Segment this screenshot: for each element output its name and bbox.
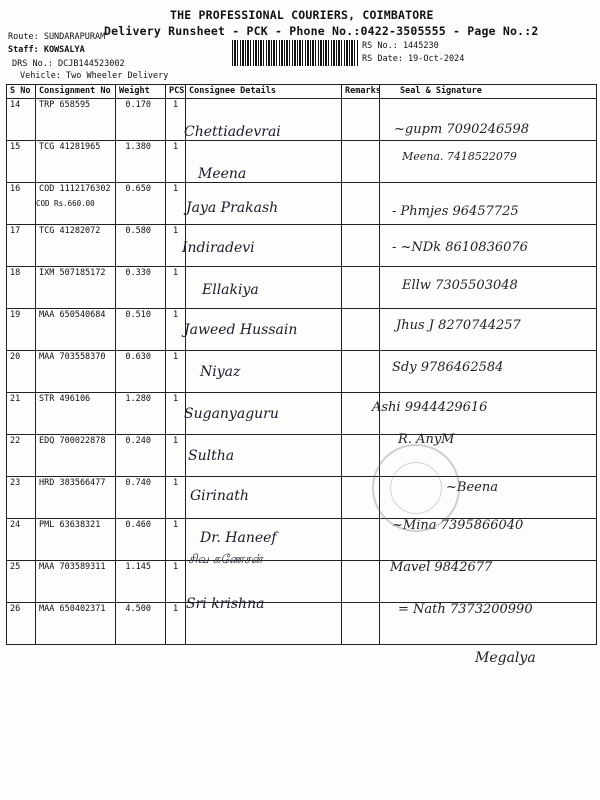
col-header-weight: Weight (116, 85, 166, 99)
col-header-remarks: Remarks (342, 85, 380, 99)
row-weight: 0.240 (116, 435, 166, 477)
rs-number: RS No.: 1445230 (362, 41, 439, 51)
row-weight: 0.460 (116, 519, 166, 561)
handwritten-signature: - ~NDk 8610836076 (392, 240, 528, 255)
row-sno: 20 (7, 351, 36, 393)
row-sno: 24 (7, 519, 36, 561)
table-row (7, 561, 597, 603)
row-sno: 17 (7, 225, 36, 267)
rs-date: RS Date: 19-Oct-2024 (362, 54, 465, 64)
handwritten-signature: Ellw 7305503048 (402, 278, 518, 293)
row-weight: 4.500 (116, 603, 166, 645)
handwritten-name: Indiradevi (182, 240, 255, 256)
row-weight: 1.280 (116, 393, 166, 435)
row-pcs: 1 (166, 435, 186, 477)
handwritten-signature: Mavel 9842677 (390, 560, 493, 575)
row-sno: 15 (7, 141, 36, 183)
row-pcs: 1 (166, 561, 186, 603)
row-remarks (342, 309, 380, 351)
row-sno: 19 (7, 309, 36, 351)
document-title: THE PROFESSIONAL COURIERS, COIMBATORE (170, 8, 434, 22)
vehicle-label: Vehicle: Two Wheeler Delivery (20, 71, 169, 81)
row-remarks (342, 519, 380, 561)
row-sno: 23 (7, 477, 36, 519)
row-consignment: STR 496106 (36, 393, 116, 435)
handwritten-name: Suganyaguru (184, 406, 279, 422)
handwritten-name: Jaweed Hussain (184, 322, 298, 338)
row-consignment-number: COD 1112176302 (39, 184, 111, 194)
row-consignment: HRD 383566477 (36, 477, 116, 519)
row-weight: 0.330 (116, 267, 166, 309)
row-pcs: 1 (166, 309, 186, 351)
row-pcs: 1 (166, 183, 186, 225)
handwritten-signature: = Nath 7373200990 (398, 602, 533, 617)
row-consignment: TRP 658595 (36, 99, 116, 141)
row-sno: 18 (7, 267, 36, 309)
row-pcs: 1 (166, 477, 186, 519)
seal-stamp-icon (372, 444, 460, 532)
handwritten-name: Jaya Prakash (186, 200, 279, 216)
handwritten-name: Dr. Haneef (200, 530, 277, 546)
row-pcs: 1 (166, 603, 186, 645)
col-header-seal: Seal & Signature (380, 85, 597, 99)
col-header-sno: S No (7, 85, 36, 99)
handwritten-name: Sri krishna (186, 596, 265, 612)
row-weight: 0.580 (116, 225, 166, 267)
row-weight: 0.170 (116, 99, 166, 141)
row-consignment: MAA 650540684 (36, 309, 116, 351)
row-remarks (342, 603, 380, 645)
barcode-icon (232, 40, 358, 66)
handwritten-name: Ellakiya (202, 282, 259, 298)
handwritten-signature: R. AnyM (398, 432, 455, 447)
row-pcs: 1 (166, 225, 186, 267)
row-consignment: TCG 41282072 (36, 225, 116, 267)
row-consignment: MAA 650402371 (36, 603, 116, 645)
row-pcs: 1 (166, 519, 186, 561)
row-sno: 22 (7, 435, 36, 477)
staff-signature: Megalya (475, 650, 536, 666)
row-sno: 14 (7, 99, 36, 141)
handwritten-name: Girinath (190, 488, 249, 504)
row-remarks (342, 351, 380, 393)
row-remarks (342, 267, 380, 309)
row-weight: 1.145 (116, 561, 166, 603)
table-row (7, 477, 597, 519)
drs-number: DRS No.: DCJB144523002 (12, 59, 125, 69)
row-sno: 16 (7, 183, 36, 225)
handwritten-signature: - Phmjes 96457725 (392, 204, 519, 219)
handwritten-signature: ~Beena (446, 480, 498, 495)
row-pcs: 1 (166, 351, 186, 393)
table-header-row (7, 85, 597, 99)
row-pcs: 1 (166, 393, 186, 435)
row-consignment (36, 183, 116, 225)
col-header-consignment: Consignment No (36, 85, 116, 99)
row-consignment: EDQ 700022878 (36, 435, 116, 477)
handwritten-signature: Sdy 9786462584 (392, 360, 504, 375)
handwritten-signature: Meena. 7418522079 (402, 150, 517, 163)
handwritten-name: Meena (198, 166, 247, 182)
document-subtitle: Delivery Runsheet - PCK - Phone No.:0422-3505555 - Page No.:2 (104, 24, 539, 38)
row-weight: 1.380 (116, 141, 166, 183)
table-row (7, 351, 597, 393)
table-row (7, 393, 597, 435)
row-pcs: 1 (166, 267, 186, 309)
row-remarks (342, 561, 380, 603)
row-weight: 0.630 (116, 351, 166, 393)
cod-amount: COD Rs.660.00 (36, 199, 95, 208)
row-pcs: 1 (166, 99, 186, 141)
handwritten-signature: Ashi 9944429616 (372, 400, 488, 415)
col-header-pcs: PCS (166, 85, 186, 99)
handwritten-name: Sultha (188, 448, 235, 464)
row-weight: 0.650 (116, 183, 166, 225)
staff-label: Staff: KOWSALYA (8, 45, 85, 55)
col-header-consignee: Consignee Details (186, 85, 342, 99)
row-weight: 0.510 (116, 309, 166, 351)
row-remarks (342, 435, 380, 477)
row-remarks (342, 225, 380, 267)
row-consignment: TCG 41281965 (36, 141, 116, 183)
route-label: Route: SUNDARAPURAM (8, 32, 106, 42)
row-pcs: 1 (166, 141, 186, 183)
row-sno: 21 (7, 393, 36, 435)
row-consignment: MAA 703589311 (36, 561, 116, 603)
handwritten-name: Chettiadevrai (184, 124, 281, 140)
table-row (7, 435, 597, 477)
row-sno: 26 (7, 603, 36, 645)
handwritten-signature: ~Mina 7395866040 (392, 518, 524, 533)
row-consignment: IXM 507185172 (36, 267, 116, 309)
row-sno: 25 (7, 561, 36, 603)
row-consignment: PML 63638321 (36, 519, 116, 561)
handwritten-name: Niyaz (200, 364, 241, 380)
row-consignment: MAA 703558370 (36, 351, 116, 393)
row-remarks (342, 141, 380, 183)
handwritten-signature: ~gupm 7090246598 (394, 122, 530, 137)
row-weight: 0.740 (116, 477, 166, 519)
handwritten-signature: Jhus J 8270744257 (396, 318, 521, 333)
row-remarks (342, 99, 380, 141)
runsheet-table (6, 84, 597, 645)
row-remarks (342, 183, 380, 225)
handwritten-name: சிவ கணேசன் (188, 552, 263, 566)
